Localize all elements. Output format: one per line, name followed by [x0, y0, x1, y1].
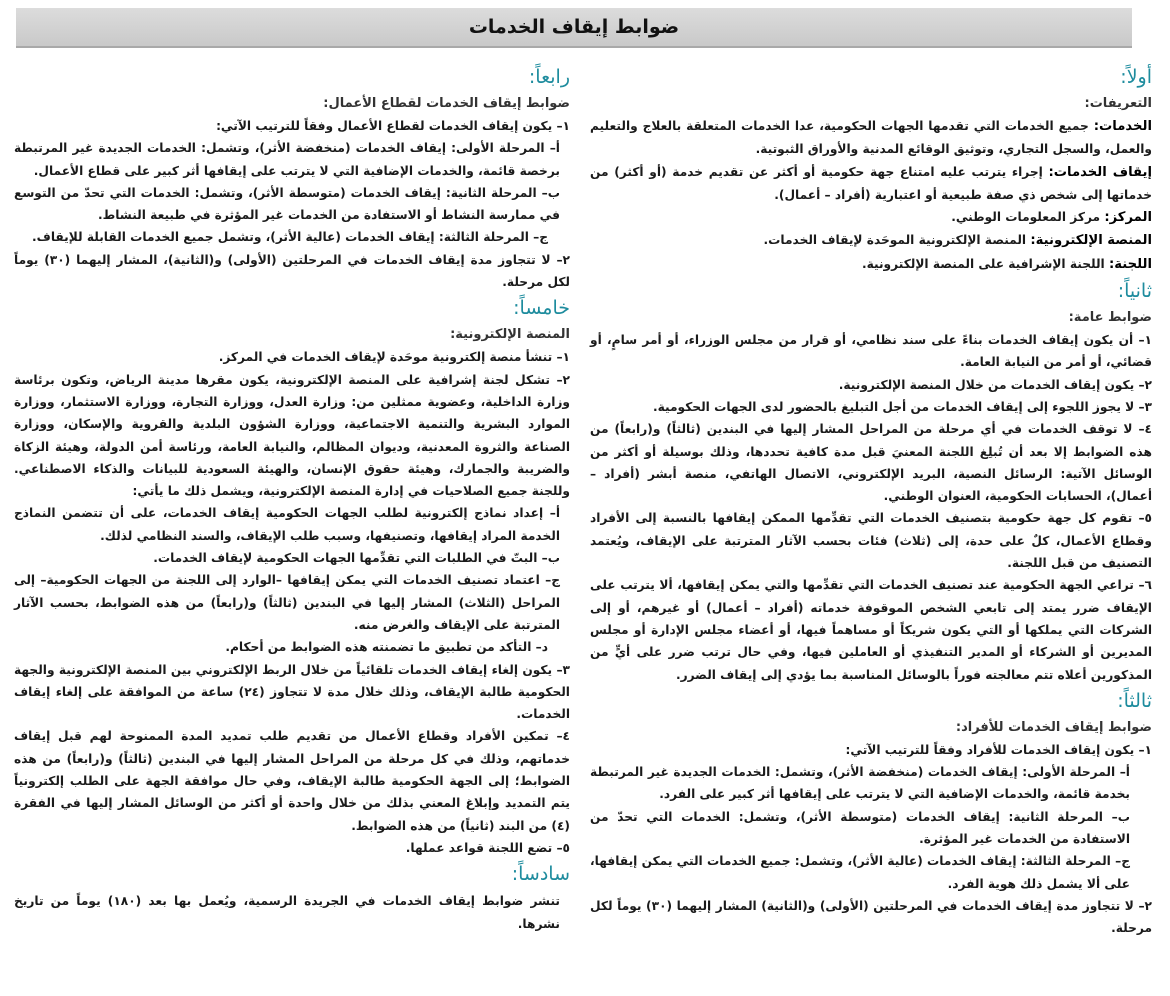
- clause-paragraph: [14, 837, 570, 859]
- paragraph-text: ٢– تشكل لجنة إشرافية على المنصة الإلكترونية، يكون مقرها مدينة الرياض، وتكون برئاسة وزارة الداخلية، وعضوية ممثلين من: وزارة العدل، ووزارة التجارة، ووزارة الاستثمار، ووزارة الموارد البشرية والتنمية الاجتماعية، ووزارة الشؤون البلدية والقروية والإسكان، ووزارة الصناعة والثروة المعدنية، وديوان المظالم، والنيابة العامة، ورئاسة أمن الدولة، وهيئة الزكاة والضريبة والجمارك، وهيئة حقوق الإنسان، والهيئة السعودية للبيانات والذكاء الاصطناعي. وللجنة جميع الصلاحيات في إدارة المنصة الإلكترونية، ويشمل ذلك ما يأتي:: [14, 372, 570, 499]
- paragraph-text: ١– يكون إيقاف الخدمات لقطاع الأعمال وفقاً للترتيب الآتي:: [216, 119, 570, 133]
- section-heading: ثالثاً:: [1117, 689, 1152, 712]
- paragraph-text: تنشر ضوابط إيقاف الخدمات في الجريدة الرسمية، ويُعمل بها بعد (١٨٠) يوماً من تاريخ نشرها.: [14, 894, 560, 931]
- paragraph-text: ب– البتّ في الطلبات التي تقدِّمها الجهات الحكومية لإيقاف الخدمات.: [153, 551, 560, 566]
- paragraph-text: ج– اعتماد تصنيف الخدمات التي يمكن إيقافها –الوارد إلى اللجنة من الجهات الحكومية– إلى المراحل (الثلاث) المشار إليها في البندين (ثالثاً) و(رابعاً) من هذه الضوابط، بحسب الآثار المترتبة على الإيقاف والغرض منه.: [14, 573, 560, 632]
- definition-paragraph: [590, 206, 1152, 229]
- clause-paragraph: [14, 226, 570, 248]
- section-heading: سادساً:: [511, 863, 570, 886]
- clause-paragraph: [14, 890, 570, 935]
- subsection-heading: ضوابط إيقاف الخدمات لقطاع الأعمال:: [323, 96, 570, 111]
- clause-paragraph: [14, 569, 570, 636]
- defined-term: الخدمات:: [1093, 119, 1152, 134]
- right-column: [590, 62, 1152, 940]
- clause-paragraph: [14, 182, 570, 227]
- clause-paragraph: [590, 374, 1152, 396]
- paragraph-text: ١– يكون إيقاف الخدمات للأفراد وفقاً للترتيب الآتي:: [845, 742, 1152, 757]
- clause-paragraph: [590, 396, 1152, 418]
- paragraph-text: أ– المرحلة الأولى: إيقاف الخدمات (منخفضة الأثر)، وتشمل: الخدمات الجديدة غير المرتبطة بخدمة قائمة، والخدمات الإضافية التي لا يترتب على إيقافها أثر كبير على الفرد.: [590, 765, 1130, 802]
- section-heading: رابعاً:: [528, 66, 570, 88]
- clause-paragraph: [590, 329, 1152, 374]
- paragraph-text: ٥– تقوم كل جهة حكومية بتصنيف الخدمات التي تقدِّمها الممكن إيقافها بالنسبة إلى الأفراد وقطاع الأعمال، كلٌ على حدة، إلى (ثلاث) فئات بحسب الآثار المترتبة على الإيقاف، ويُعتمد التصنيف من قبل اللجنة.: [590, 511, 1152, 571]
- paragraph-text: ١– تنشأ منصة إلكترونية موحَدة لإيقاف الخدمات في المركز.: [218, 350, 570, 365]
- paragraph-text: ج– المرحلة الثالثة: إيقاف الخدمات (عالية الأثر)، وتشمل جميع الخدمات القابلة للإيقاف.: [32, 230, 548, 245]
- document-header: [16, 8, 1132, 48]
- subsection-heading: التعريفات:: [1084, 96, 1152, 111]
- left-column: [14, 62, 570, 935]
- paragraph-text: ٣– يكون إلغاء إيقاف الخدمات تلقائياً من خلال الربط الإلكتروني بين المنصة الإلكترونية والجهة الحكومية طالبة الإيقاف، وذلك خلال مدة لا تتجاوز (٢٤) ساعة من الموافقة على إلغاء إيقاف الخدمات.: [14, 662, 570, 722]
- paragraph-text: ٤– تمكين الأفراد وقطاع الأعمال من تقديم طلب تمديد المدة الممنوحة لهم قبل إيقاف خدماتهم، وذلك في كل مرحلة من المراحل المشار إليها في البندين (ثالثاً) و(رابعاً) من هذه الضوابط؛ إلى الجهة الحكومية طالبة الإيقاف، وفي حال موافقة الجهة على الطلب إلكترونياً يتم التمديد وإبلاغ المعني بذلك من خلال واحدة أو أكثر من الوسائل المشار إليها في الفقرة (٤) من البند (ثانياً) من هذه الضوابط.: [14, 729, 570, 833]
- subsection-heading: ضوابط عامة:: [1068, 310, 1152, 326]
- paragraph-text: أ– إعداد نماذج إلكترونية لطلب الجهات الحكومية إيقاف الخدمات، على أن تتضمن النماذج الخدمة المراد إيقافها، وتصنيفها، وسبب طلب الإيقاف، والسند النظامي لذلك.: [14, 506, 560, 543]
- defined-term: إيقاف الخدمات:: [1048, 164, 1152, 180]
- paragraph-text: ب– المرحلة الثانية: إيقاف الخدمات (متوسطة الأثر)، وتشمل: الخدمات التي تحدّ من التوسع في ممارسة النشاط أو الاستفادة من الخدمات غير المؤثرة في طبيعة النشاط.: [14, 185, 560, 223]
- document-title: ضوابط إيقاف الخدمات: [468, 16, 680, 38]
- paragraph-text: جميع الخدمات التي تقدمها الجهات الحكومية، عدا الخدمات المتعلقة بالعلاج والتعليم والعمل، والسجل التجاري، وتوثيق الوقائع المدنية والأوراق الثبوتية.: [590, 119, 1152, 157]
- clause-paragraph: [14, 249, 570, 294]
- defined-term: المركز:: [1104, 210, 1152, 226]
- clause-paragraph: [14, 502, 570, 547]
- paragraph-text: ج– المرحلة الثالثة: إيقاف الخدمات (عالية الأثر)، وتشمل: جميع الخدمات التي يمكن إيقافها، على ألا يشمل ذلك هوية الفرد.: [590, 854, 1130, 891]
- paragraph-text: ٣– لا يجوز اللجوء إلى إيقاف الخدمات من أجل التبليغ بالحضور لدى الجهات الحكومية.: [653, 399, 1152, 414]
- paragraph-text: إجراء يترتب عليه امتناع جهة حكومية أو أكثر عن تقديم خدمة (أو أكثر) من خدماتها إلى شخص ذي صفة طبيعية أو اعتبارية (أفراد – أعمال).: [590, 164, 1152, 202]
- clause-paragraph: [14, 636, 570, 658]
- paragraph-text: ب– المرحلة الثانية: إيقاف الخدمات (متوسطة الأثر)، وتشمل: الخدمات التي تحدّ من الاستفادة من الخدمات غير المؤثرة.: [590, 809, 1130, 847]
- subsection-heading: المنصة الإلكترونية:: [450, 327, 570, 343]
- definition-paragraph: [590, 115, 1152, 161]
- clause-paragraph: [590, 895, 1152, 940]
- definition-paragraph: [590, 229, 1152, 252]
- subsection-heading: ضوابط إيقاف الخدمات للأفراد:: [955, 719, 1152, 735]
- clause-paragraph: [14, 369, 570, 503]
- clause-paragraph: [14, 115, 570, 137]
- clause-paragraph: [14, 137, 570, 182]
- clause-paragraph: [590, 850, 1152, 895]
- clause-paragraph: [590, 418, 1152, 507]
- clause-paragraph: [590, 507, 1152, 574]
- paragraph-text: ٤– لا توقف الخدمات في أي مرحلة من المراحل المشار إليها في البندين (ثالثاً) و(رابعاً) من هذه الضوابط إلا بعد أن تُبلِغ اللجنة المعنيَ قبل مدة كافية تحددها، وذلك بوسيلة أو أكثر من الوسائل الآتية: الرسائل النصية، البريد الإلكتروني، الاتصال الهاتفي، منصة أبشر (أفراد – أعمال)، الحسابات الحكومية، العنوان الوطني.: [590, 422, 1152, 504]
- paragraph-text: ١– أن يكون إيقاف الخدمات بناءً على سند نظامي، أو قرار من مجلس الوزراء، أو أمر سامٍ، أو قضائي، أو أمر من النيابة العامة.: [590, 333, 1152, 370]
- definition-paragraph: [590, 253, 1152, 276]
- paragraph-text: ٥– تضع اللجنة قواعد عملها.: [405, 840, 570, 855]
- paragraph-text: د– التأكد من تطبيق ما تضمنته هذه الضوابط من أحكام.: [225, 640, 548, 655]
- defined-term: المنصة الإلكترونية:: [1030, 233, 1152, 249]
- clause-paragraph: [590, 739, 1152, 761]
- clause-paragraph: [14, 659, 570, 726]
- paragraph-text: اللجنة الإشرافية على المنصة الإلكترونية.: [861, 256, 1109, 271]
- paragraph-text: أ– المرحلة الأولى: إيقاف الخدمات (منخفضة الأثر)، وتشمل: الخدمات الجديدة غير المرتبطة برخصة قائمة، والخدمات الإضافية التي لا يترتب على إيقافها أثر كبير على قطاع الأعمال.: [14, 141, 560, 178]
- paragraph-text: ٢– لا تتجاوز مدة إيقاف الخدمات في المرحلتين (الأولى) و(الثانية)، المشار إليهما (٣٠) يوماً لكل مرحلة.: [14, 252, 570, 290]
- defined-term: اللجنة:: [1108, 256, 1152, 272]
- paragraph-text: ٦– تراعي الجهة الحكومية عند تصنيف الخدمات التي تقدِّمها والتي يمكن إيقافها، ألا يترتب على الإيقاف ضرر يمتد إلى تابعي الشخص الموقوفة خدماته (أفراد – أعمال) أو غيرهم، أو إلى الشركات التي يملكها أو التي يكون شريكاً أو مساهماً فيها، أو أعضاء مجلس الإدارة أو مجلس المديرين أو الشركاء أو المدير التنفيذي أو العاملين فيها، وفي حال ترتب ضرر على أيٍّ من المذكورين أعلاه تتم معالجته فوراً بالوسائل المناسبة بما يؤدي إلى إيقاف الضرر.: [590, 578, 1152, 682]
- section-heading: ثانياً:: [1117, 280, 1152, 303]
- clause-paragraph: [590, 574, 1152, 685]
- paragraph-text: ٢– يكون إيقاف الخدمات من خلال المنصة الإلكترونية.: [838, 377, 1152, 392]
- paragraph-text: ٢– لا تتجاوز مدة إيقاف الخدمات في المرحلتين (الأولى) و(الثانية) المشار إليهما (٣٠) يوماً لكل مرحلة.: [590, 898, 1152, 936]
- section-heading: أولاً:: [1120, 66, 1152, 88]
- clause-paragraph: [590, 806, 1152, 851]
- definition-paragraph: [590, 161, 1152, 207]
- clause-paragraph: [14, 346, 570, 368]
- clause-paragraph: [590, 761, 1152, 806]
- paragraph-text: مركز المعلومات الوطني.: [951, 210, 1105, 225]
- section-heading: خامساً:: [513, 297, 570, 320]
- clause-paragraph: [14, 547, 570, 569]
- paragraph-text: المنصة الإلكترونية الموحَدة لإيقاف الخدمات.: [763, 233, 1031, 248]
- clause-paragraph: [14, 725, 570, 836]
